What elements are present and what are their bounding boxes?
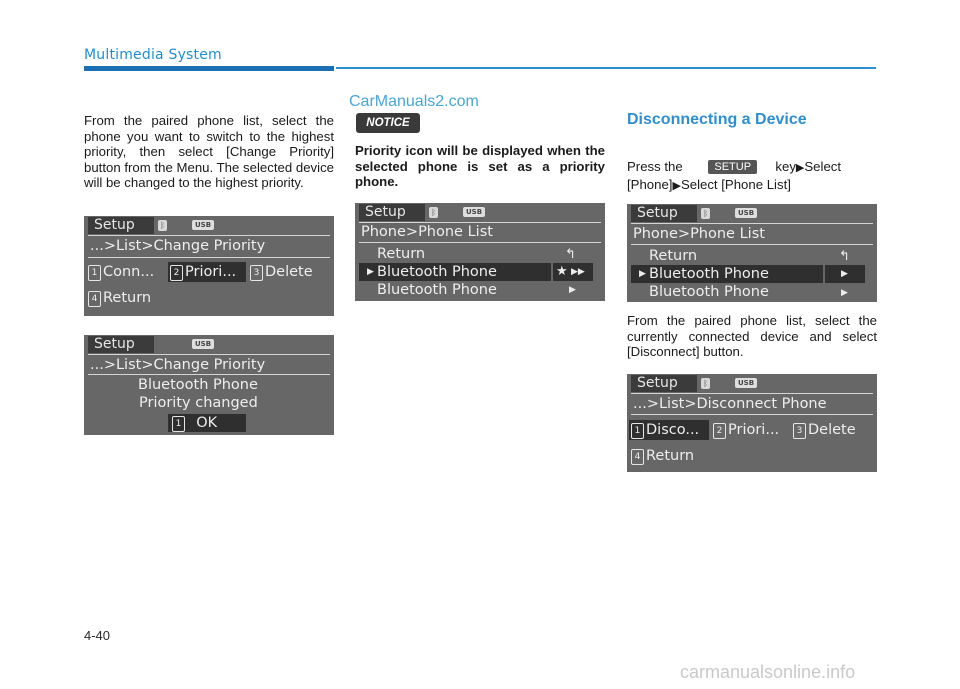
- num-1-icon: 1: [88, 265, 101, 281]
- num-3-icon: 3: [793, 423, 806, 439]
- usb-icon: USB: [463, 207, 485, 217]
- header-bar-dark: [84, 66, 334, 71]
- screen-path: ...>List>Change Priority: [90, 357, 266, 373]
- right-paragraph: From the paired phone list, select the currently connected device and select [Disconnect] button.: [627, 313, 877, 360]
- chevron-right-icon: ▶▶: [571, 267, 585, 277]
- bluetooth-icon: ᛒ: [429, 207, 438, 218]
- setup-key-badge: SETUP: [708, 160, 757, 174]
- watermark-bottom[interactable]: carmanualsonline.info: [680, 662, 856, 682]
- watermark-top[interactable]: CarManuals2.com: [349, 93, 479, 110]
- chevron-right-icon: ▶: [639, 269, 646, 279]
- screen-phone-list-priority: [355, 203, 605, 301]
- bluetooth-icon: ᛒ: [701, 378, 710, 389]
- screen-divider: [88, 235, 330, 236]
- menu-option-priority[interactable]: [713, 422, 779, 439]
- notice-paragraph: Priority icon will be displayed when the selected phone is set as a priority phone.: [355, 143, 605, 190]
- screen-phone-list: [627, 204, 877, 302]
- usb-icon: USB: [735, 208, 757, 218]
- chevron-right-icon: ▶: [841, 269, 848, 279]
- back-icon: ↰: [565, 247, 576, 262]
- screen-priority-changed: [84, 335, 334, 435]
- screen-tab-setup: Setup: [631, 375, 697, 392]
- option-label: Return: [646, 448, 695, 464]
- screen-divider: [631, 414, 873, 415]
- list-item-bluetooth-phone-1[interactable]: Bluetooth Phone: [377, 264, 497, 280]
- chevron-right-icon: ▶: [569, 285, 576, 295]
- header-bar-light: [336, 67, 876, 69]
- menu-option-return[interactable]: [631, 448, 694, 465]
- section-title: Disconnecting a Device: [627, 111, 807, 128]
- screen-divider: [359, 222, 601, 223]
- screen-change-priority-menu: [84, 216, 334, 316]
- screen-path: ...>List>Disconnect Phone: [633, 396, 827, 412]
- right-instruction: [627, 159, 877, 194]
- usb-icon: USB: [735, 378, 757, 388]
- ok-label: OK: [196, 415, 218, 431]
- instr-text: Select: [804, 159, 842, 174]
- instr-text: [Phone]: [627, 176, 673, 192]
- bluetooth-icon: ᛒ: [158, 220, 167, 231]
- chevron-right-icon: ▶: [841, 288, 848, 298]
- screen-tab-setup: Setup: [631, 205, 697, 222]
- list-item-bluetooth-phone-1[interactable]: Bluetooth Phone: [649, 266, 769, 282]
- num-4-icon: 4: [88, 291, 101, 307]
- screen-divider: [631, 393, 873, 394]
- list-item-bluetooth-phone-2[interactable]: Bluetooth Phone: [649, 284, 769, 300]
- back-icon: ↰: [839, 249, 850, 264]
- screen-tab-setup: Setup: [359, 204, 425, 221]
- notice-badge: NOTICE: [356, 113, 420, 133]
- popup-line-1: Bluetooth Phone: [138, 377, 258, 393]
- screen-divider: [88, 354, 330, 355]
- num-1-icon: 1: [631, 423, 644, 439]
- option-label: Disco...: [646, 422, 700, 438]
- screen-path: Phone>Phone List: [361, 224, 493, 240]
- triangle-right-icon: ▶: [672, 179, 681, 192]
- star-icon: ★: [556, 264, 568, 279]
- usb-icon: USB: [192, 220, 214, 230]
- instr-text: Select [Phone List]: [680, 176, 791, 192]
- screen-tab-setup: Setup: [88, 336, 154, 353]
- screen-divider: [631, 223, 873, 224]
- triangle-right-icon: ▶: [795, 162, 805, 174]
- screen-divider: [88, 374, 330, 375]
- usb-icon: USB: [192, 339, 214, 349]
- ok-button-label[interactable]: [172, 415, 217, 432]
- num-1-icon: 1: [172, 416, 185, 432]
- instr-text: key: [775, 159, 796, 174]
- menu-option-delete[interactable]: [250, 264, 313, 281]
- menu-option-disconnect[interactable]: [631, 422, 699, 439]
- screen-path: ...>List>Change Priority: [90, 238, 266, 254]
- page-number: 4-40: [84, 628, 111, 643]
- list-item-return[interactable]: Return: [649, 248, 698, 264]
- option-label: Delete: [265, 264, 313, 280]
- menu-option-delete[interactable]: [793, 422, 856, 439]
- chevron-right-icon: ▶: [367, 267, 374, 277]
- list-item-bluetooth-phone-2[interactable]: Bluetooth Phone: [377, 282, 497, 298]
- option-label: Priori...: [728, 422, 780, 438]
- section-header-title: Multimedia System: [84, 47, 222, 63]
- screen-divider: [631, 244, 873, 245]
- menu-option-priority[interactable]: [170, 264, 236, 281]
- left-paragraph: From the paired phone list, select the phone you want to switch to the highest priority, then select [Change Priority] button from the Menu. The selected device will be changed to the highest priority.: [84, 113, 334, 191]
- menu-option-connect[interactable]: [88, 264, 154, 281]
- screen-divider: [88, 257, 330, 258]
- list-item-return[interactable]: Return: [377, 246, 426, 262]
- screen-tab-setup: Setup: [88, 217, 154, 234]
- num-2-icon: 2: [713, 423, 726, 439]
- option-label: Return: [103, 290, 152, 306]
- option-label: Delete: [808, 422, 856, 438]
- screen-disconnect-menu: [627, 374, 877, 472]
- screen-divider: [359, 242, 601, 243]
- menu-option-return[interactable]: [88, 290, 151, 307]
- num-2-icon: 2: [170, 265, 183, 281]
- num-3-icon: 3: [250, 265, 263, 281]
- bluetooth-icon: ᛒ: [701, 208, 710, 219]
- popup-line-2: Priority changed: [139, 395, 258, 411]
- instr-text: Press the: [627, 159, 683, 174]
- screen-path: Phone>Phone List: [633, 226, 765, 242]
- option-label: Conn...: [103, 264, 155, 280]
- num-4-icon: 4: [631, 449, 644, 465]
- option-label: Priori...: [185, 264, 237, 280]
